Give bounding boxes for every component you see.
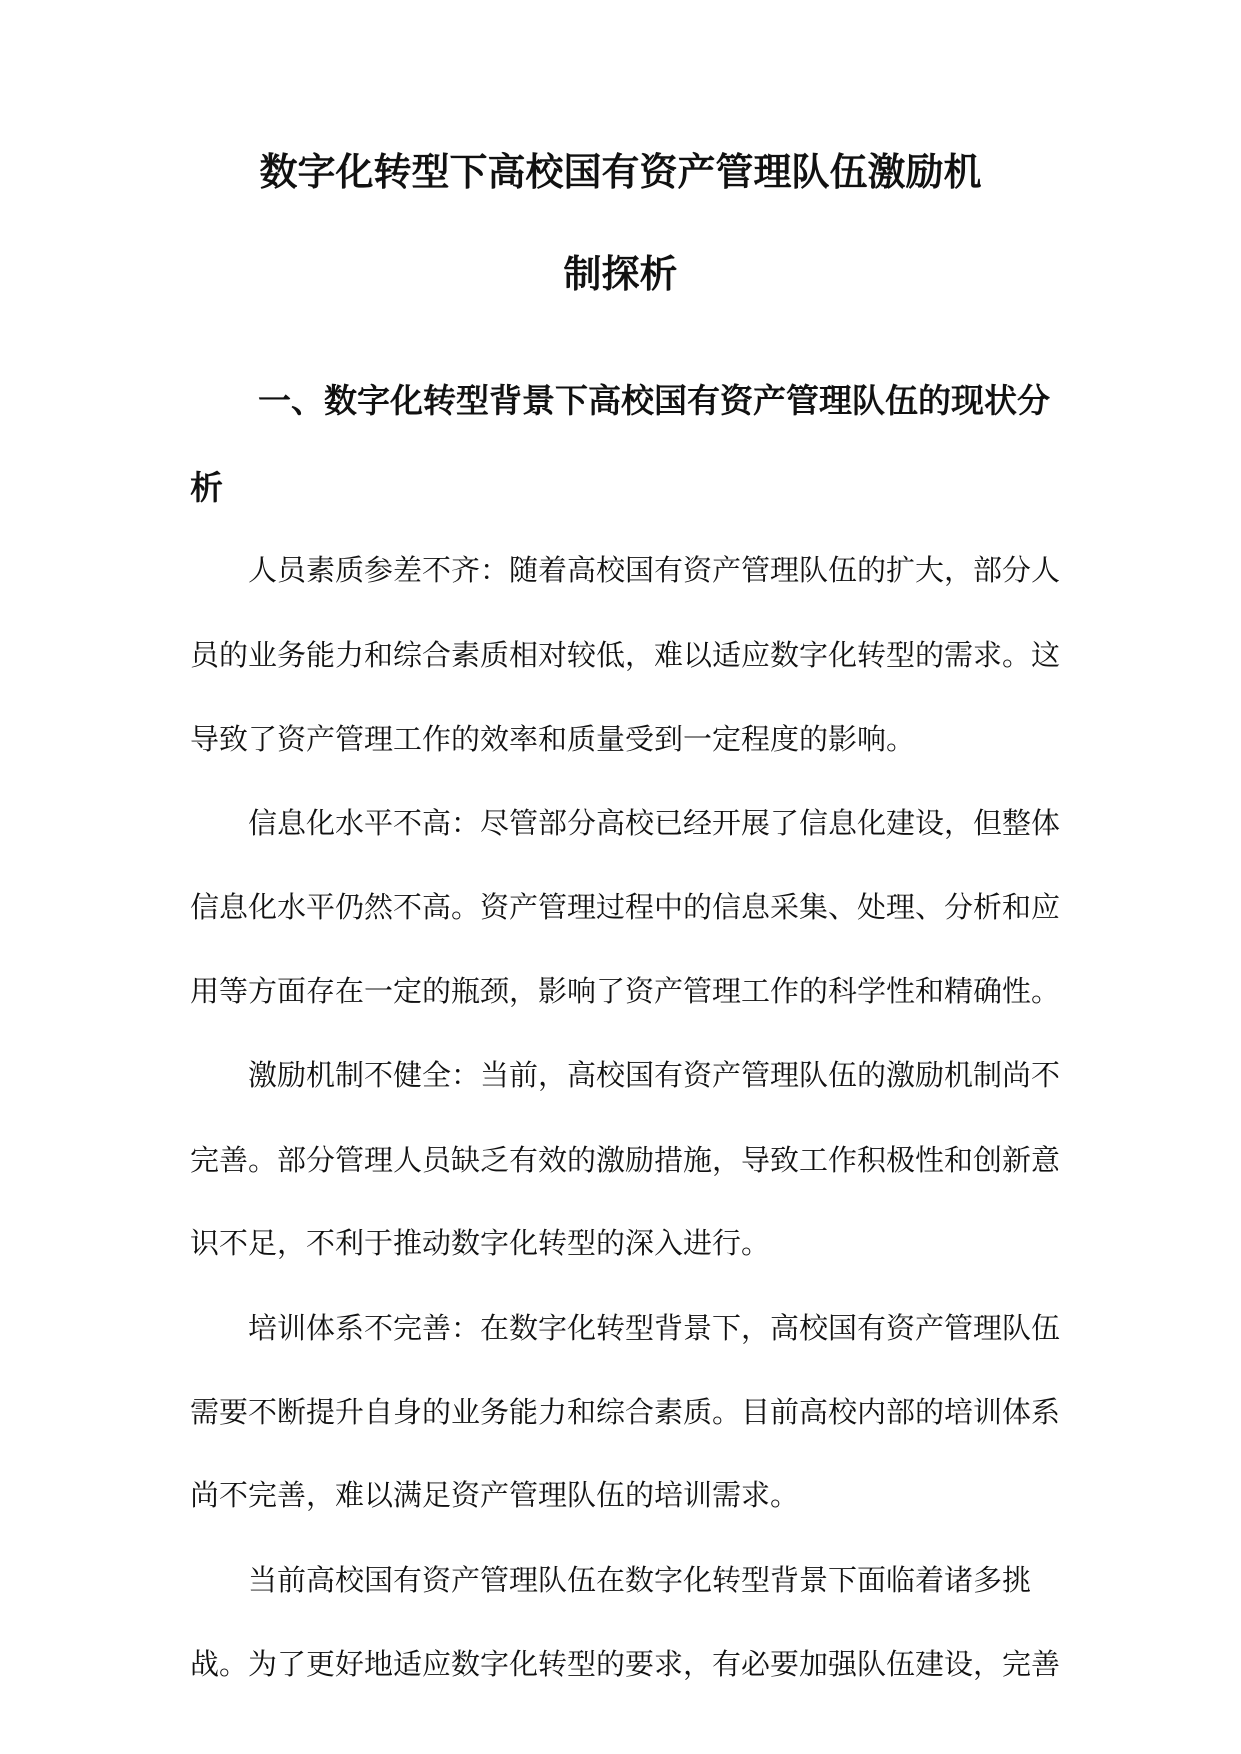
paragraph-4-line-1: 培训体系不完善：在数字化转型背景下，高校国有资产管理队伍 [248, 1311, 1061, 1345]
paragraph-3-line-2: 完善。部分管理人员缺乏有效的激励措施，导致工作积极性和创新意 [190, 1143, 1061, 1177]
document-title-line-1: 数字化转型下高校国有资产管理队伍激励机 [259, 149, 982, 194]
paragraph-1-line-3: 导致了资产管理工作的效率和质量受到一定程度的影响。 [190, 722, 916, 756]
paragraph-1-line-2: 员的业务能力和综合素质相对较低，难以适应数字化转型的需求。这 [190, 638, 1061, 672]
document-title-line-2: 制探析 [563, 251, 678, 296]
paragraph-3-line-1: 激励机制不健全：当前，高校国有资产管理队伍的激励机制尚不 [248, 1058, 1061, 1092]
paragraph-2-line-3: 用等方面存在一定的瓶颈，影响了资产管理工作的科学性和精确性。 [190, 974, 1061, 1008]
paragraph-1-line-1: 人员素质参差不齐：随着高校国有资产管理队伍的扩大，部分人 [248, 553, 1061, 587]
paragraph-4-line-3: 尚不完善，难以满足资产管理队伍的培训需求。 [190, 1478, 800, 1512]
paragraph-3-line-3: 识不足，不利于推动数字化转型的深入进行。 [190, 1226, 771, 1260]
section-heading-line-1: 一、数字化转型背景下高校国有资产管理队伍的现状分 [258, 381, 1050, 420]
paragraph-5-line-2: 战。为了更好地适应数字化转型的要求，有必要加强队伍建设，完善 [190, 1647, 1061, 1681]
paragraph-4-line-2: 需要不断提升自身的业务能力和综合素质。目前高校内部的培训体系 [190, 1395, 1061, 1429]
paragraph-2-line-1: 信息化水平不高：尽管部分高校已经开展了信息化建设，但整体 [248, 806, 1061, 840]
section-heading-line-2: 析 [190, 468, 223, 507]
paragraph-5-line-1: 当前高校国有资产管理队伍在数字化转型背景下面临着诸多挑 [248, 1563, 1032, 1597]
paragraph-2-line-2: 信息化水平仍然不高。资产管理过程中的信息采集、处理、分析和应 [190, 890, 1061, 924]
